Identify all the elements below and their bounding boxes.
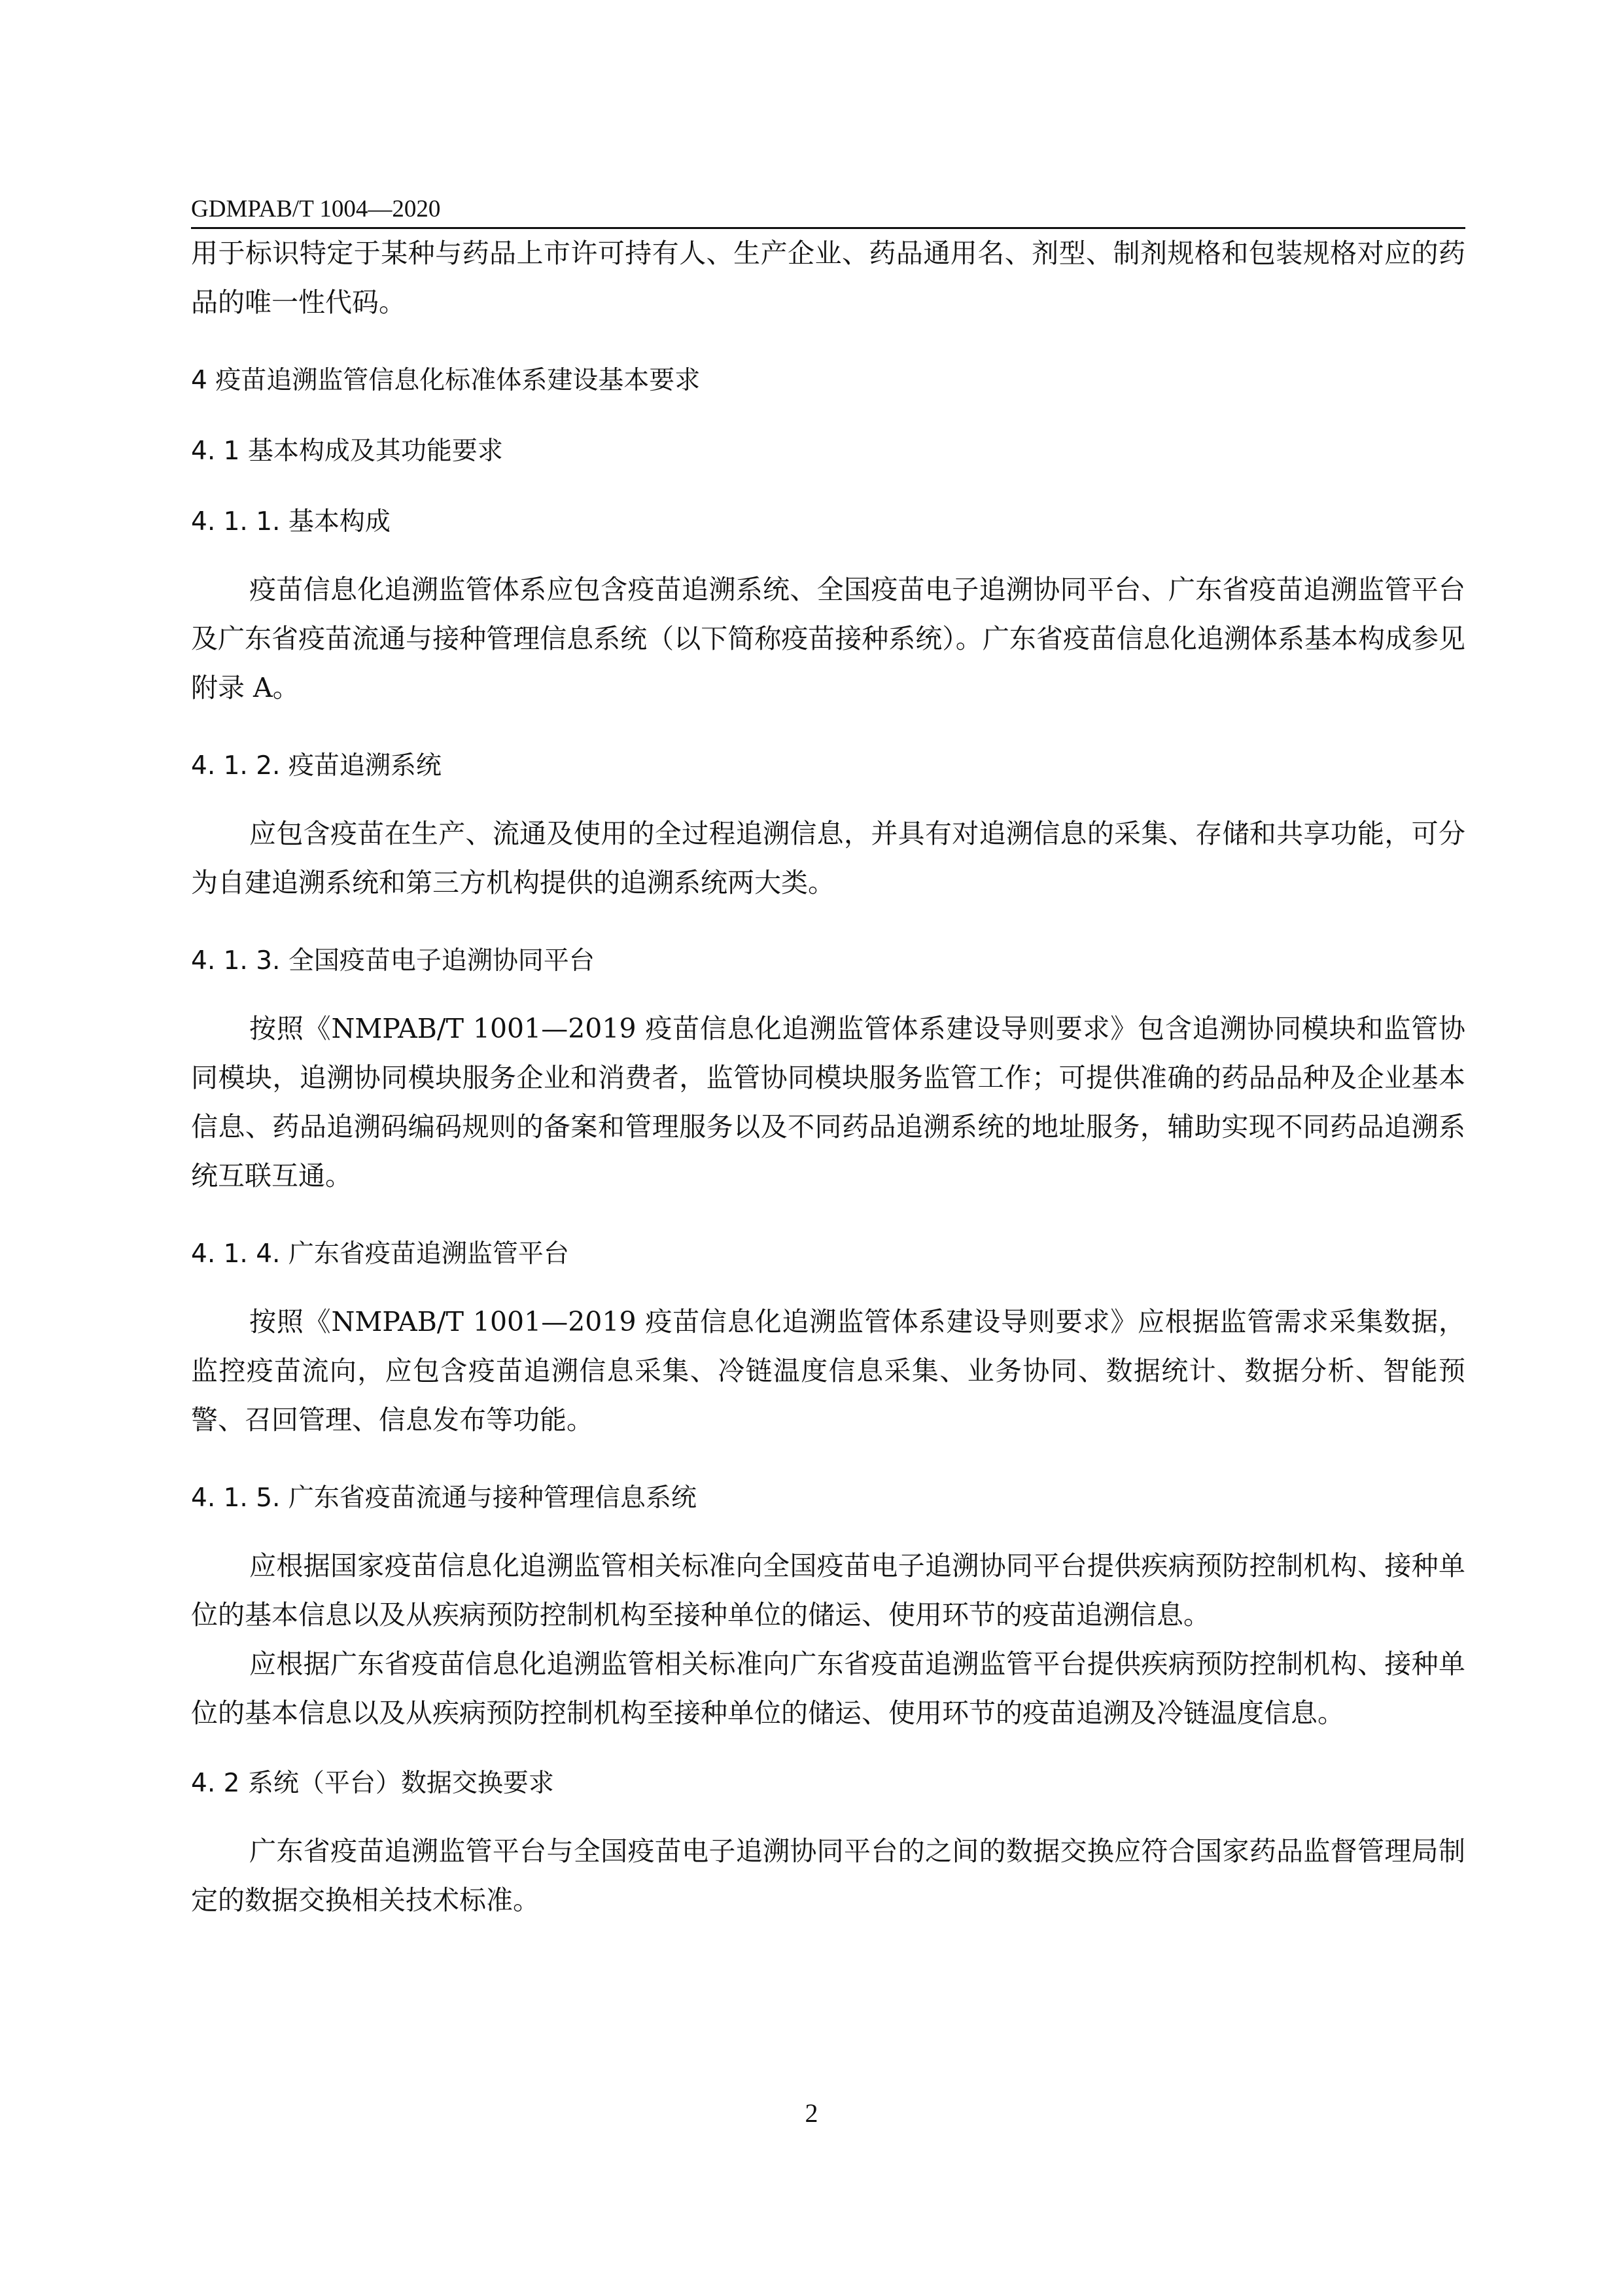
section-4-1-5-paragraph-1: 应根据国家疫苗信息化追溯监管相关标准向全国疫苗电子追溯协同平台提供疾病预防控制机构、接种单位的基本信息以及从疾病预防控制机构至接种单位的储运、使用环节的疫苗追溯信息。 <box>191 1550 1465 1631</box>
section-4-1-2-paragraph: 应包含疫苗在生产、流通及使用的全过程追溯信息，并具有对追溯信息的采集、存储和共享功能，可分为自建追溯系统和第三方机构提供的追溯系统两大类。 <box>191 818 1465 898</box>
section-4-2-paragraph: 广东省疫苗追溯监管平台与全国疫苗电子追溯协同平台的之间的数据交换应符合国家药品监督管理局制定的数据交换相关技术标准。 <box>191 1835 1465 1916</box>
section-4-1-5-heading: 4. 1. 5. 广东省疫苗流通与接种管理信息系统 <box>191 1483 697 1513</box>
section-4-1-3-paragraph: 按照《NMPAB/T 1001—2019 疫苗信息化追溯监管体系建设导则要求》包含追溯协同模块和监管协同模块，追溯协同模块服务企业和消费者，监管协同模块服务监管工作；可提供准确的药品品种及企业基本信息、药品追溯码编码规则的备案和管理服务以及不同药品追溯系统的地址服务，辅助实现不同药品追溯系统互联互通。 <box>191 1013 1465 1192</box>
section-4-1-4-paragraph: 按照《NMPAB/T 1001—2019 疫苗信息化追溯监管体系建设导则要求》应根据监管需求采集数据，监控疫苗流向，应包含疫苗追溯信息采集、冷链温度信息采集、业务协同、数据统计、数据分析、智能预警、召回管理、信息发布等功能。 <box>191 1306 1465 1436</box>
section-4-1-heading: 4. 1 基本构成及其功能要求 <box>191 436 503 466</box>
document-code: GDMPAB/T 1004—2020 <box>191 196 441 222</box>
section-4-1-4-heading: 4. 1. 4. 广东省疫苗追溯监管平台 <box>191 1239 569 1269</box>
section-4-1-5-paragraph-2: 应根据广东省疫苗信息化追溯监管相关标准向广东省疫苗追溯监管平台提供疾病预防控制机构、接种单位的基本信息以及从疾病预防控制机构至接种单位的储运、使用环节的疫苗追溯及冷链温度信息。 <box>191 1648 1465 1729</box>
page-number: 2 <box>805 2098 818 2128</box>
page-body <box>191 229 1465 1925</box>
section-4-1-3-heading: 4. 1. 3. 全国疫苗电子追溯协同平台 <box>191 946 595 976</box>
section-4-2-heading: 4. 2 系统（平台）数据交换要求 <box>191 1769 554 1798</box>
section-4-heading: 4 疫苗追溯监管信息化标准体系建设基本要求 <box>191 366 701 395</box>
section-4-1-1-heading: 4. 1. 1. 基本构成 <box>191 507 391 537</box>
section-4-1-1-paragraph: 疫苗信息化追溯监管体系应包含疫苗追溯系统、全国疫苗电子追溯协同平台、广东省疫苗追溯监管平台及广东省疫苗流通与接种管理信息系统（以下简称疫苗接种系统）。广东省疫苗信息化追溯体系基本构成参见附录 A。 <box>191 574 1465 703</box>
section-4-1-2-heading: 4. 1. 2. 疫苗追溯系统 <box>191 751 442 781</box>
intro-paragraph: 用于标识特定于某种与药品上市许可持有人、生产企业、药品通用名、剂型、制剂规格和包装规格对应的药品的唯一性代码。 <box>191 238 1465 318</box>
